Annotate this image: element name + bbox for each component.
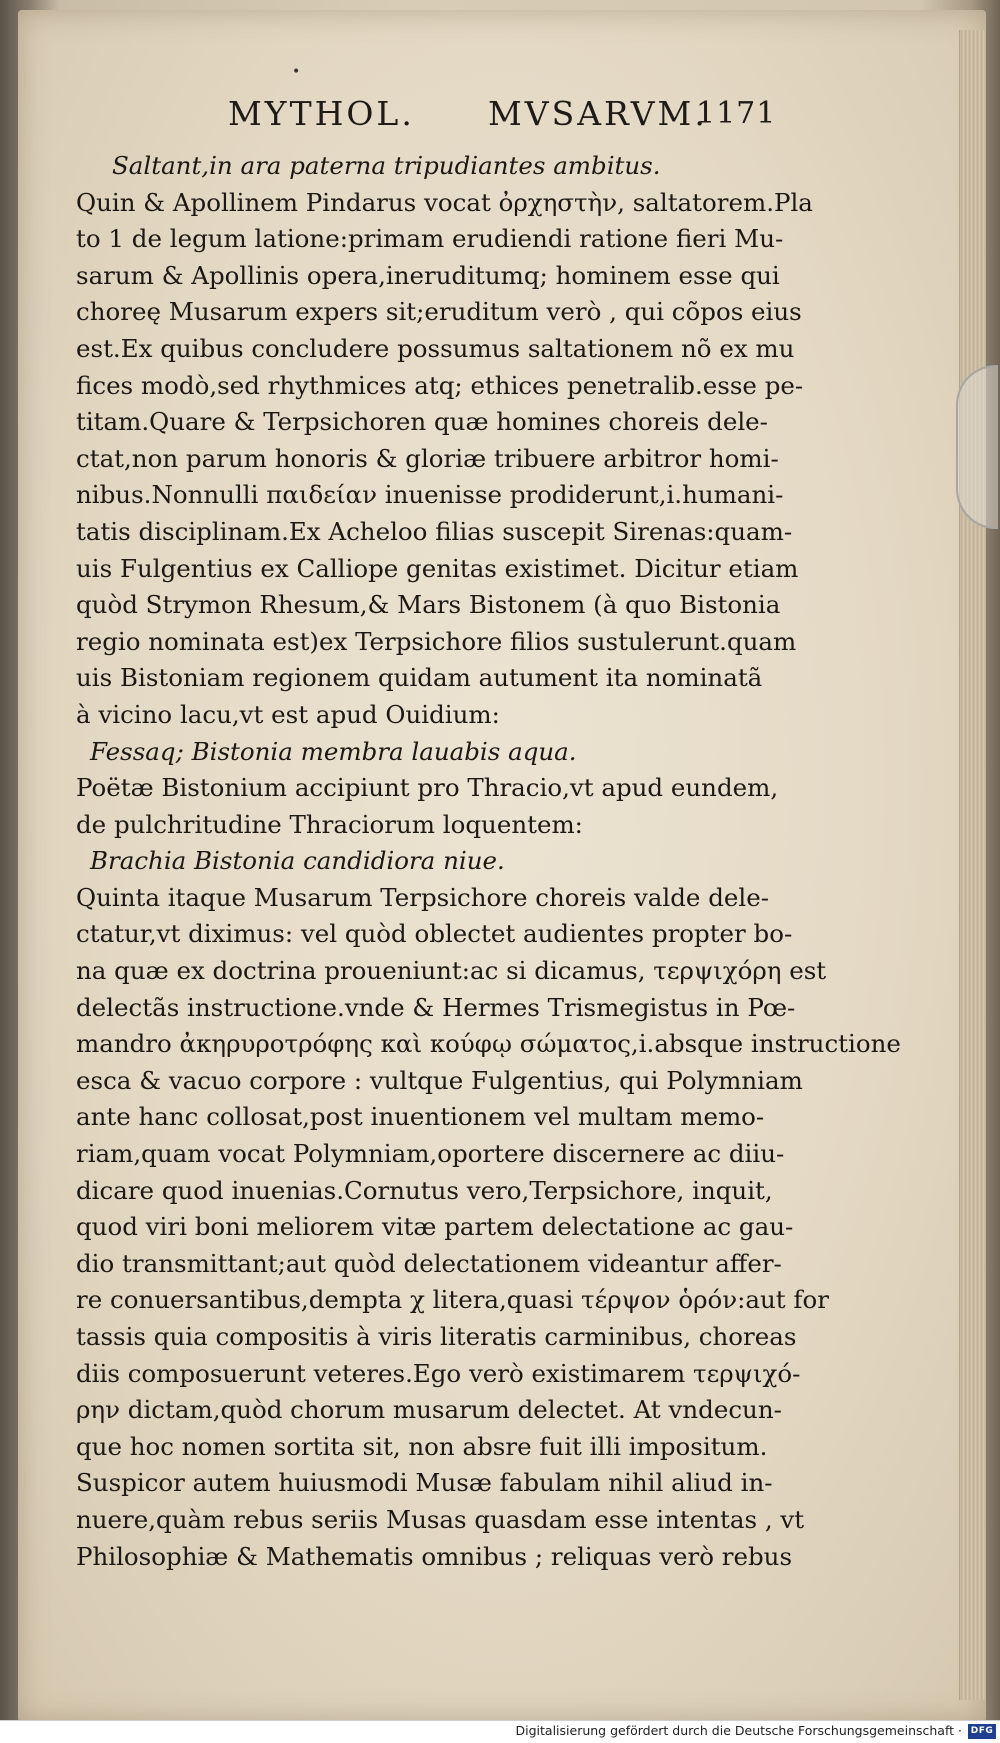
text-line: de pulchritudine Thraciorum loquentem: — [76, 809, 583, 839]
body-text — [76, 148, 901, 1575]
digitization-footer — [0, 1720, 1000, 1743]
dfg-logo-icon: DFG — [968, 1724, 996, 1739]
text-line: uis Fulgentius ex Calliope genitas existimet. Dicitur etiam — [76, 553, 799, 583]
text-line: re conuersantibus,dempta χ litera,quasi τέρψον ὁρόν:aut for — [76, 1285, 829, 1315]
text-line: delectãs instructione.vnde & Hermes Trismegistus in Pœ- — [76, 992, 796, 1022]
verse-line: Brachia Bistonia candidiora niue. — [90, 846, 505, 876]
text-line: tatis disciplinam.Ex Acheloo filias suscepit Sirenas:quam- — [76, 516, 793, 546]
text-line: riam,quam vocat Polymniam,oportere discernere ac diiu- — [76, 1139, 785, 1169]
text-line: nuere,quàm rebus seriis Musas quasdam esse intentas , vt — [76, 1504, 805, 1534]
running-header-left: MYTHOL. — [228, 94, 415, 133]
text-line: to 1 de legum latione:primam erudiendi ratione fieri Mu- — [76, 224, 784, 254]
funding-credit: Digitalisierung gefördert durch die Deutsche Forschungsgemeinschaft · — [515, 1723, 962, 1738]
text-line: ctat,non parum honoris & gloriæ tribuere arbitror homi- — [76, 443, 779, 473]
text-line: à vicino lacu,vt est apud Ouidium: — [76, 699, 500, 729]
text-line: ρην dictam,quòd chorum musarum delectet. At vndecun- — [76, 1395, 782, 1425]
text-line: choreę Musarum expers sit;eruditum verò , qui cõpos eius — [76, 297, 802, 327]
text-line: Poëtæ Bistonium accipiunt pro Thracio,vt apud eundem, — [76, 773, 779, 803]
text-line: sarum & Apollinis opera,ineruditumq; hominem esse qui — [76, 260, 780, 290]
page-tab-mark — [956, 365, 998, 529]
running-header-right: MVSARVM. — [488, 94, 708, 133]
text-line: diis composuerunt veteres.Ego verò existimarem τερψιχό- — [76, 1358, 801, 1388]
verse-line: Saltant,in ara paterna tripudiantes ambitus. — [112, 151, 661, 180]
text-line: quòd Strymon Rhesum,& Mars Bistonem (à quo Bistonia — [76, 590, 781, 620]
text-line: nibus.Nonnulli παιδείαν inuenisse prodiderunt,i.humani- — [76, 480, 784, 510]
text-line: tassis quia compositis à viris literatis carminibus, choreas — [76, 1322, 797, 1351]
text-line: dio transmittant;aut quòd delectationem videantur affer- — [76, 1248, 782, 1278]
ink-mark: • — [292, 64, 301, 80]
text-line: Quin & Apollinem Pindarus vocat ὀρχηστὴν, saltatorem.Pla — [76, 187, 813, 217]
verse-line: Fessaq; Bistonia membra lauabis aqua. — [90, 736, 577, 766]
page-fore-edge — [959, 30, 986, 1700]
text-line: mandro ἀκηρυροτρόφης καὶ κούφῳ σώματος,i.absque instructione — [76, 1029, 901, 1059]
text-line: Suspicor autem huiusmodi Musæ fabulam nihil aliud in- — [76, 1468, 773, 1498]
text-line: Philosophiæ & Mathematis omnibus ; reliquas verò rebus — [76, 1541, 793, 1571]
text-line: que hoc nomen sortita sit, non absre fuit illi impositum. — [76, 1431, 768, 1461]
text-line: uis Bistoniam regionem quidam autument ita nominatã — [76, 663, 763, 693]
text-line: est.Ex quibus concludere possumus saltationem nõ ex mu — [76, 333, 795, 363]
text-line: titam.Quare & Terpsichoren quæ homines choreis dele- — [76, 407, 768, 437]
text-line: Quinta itaque Musarum Terpsichore choreis valde dele- — [76, 882, 770, 912]
text-line: fices modò,sed rhythmices atq; ethices penetralib.esse pe- — [76, 370, 804, 400]
text-line: ante hanc collosat,post inuentionem vel multam memo- — [76, 1102, 765, 1132]
text-line: esca & vacuo corpore : vultque Fulgentius, qui Polymniam — [76, 1065, 803, 1095]
folio-number: 1171 — [696, 96, 777, 131]
text-line: regio nominata est)ex Terpsichore filios sustulerunt.quam — [76, 626, 797, 656]
text-line: dicare quod inuenias.Cornutus vero,Terpsichore, inquit, — [76, 1175, 773, 1205]
text-line: quod viri boni meliorem vitæ partem delectatione ac gau- — [76, 1212, 794, 1242]
text-line: ctatur,vt diximus: vel quòd oblectet audientes propter bo- — [76, 919, 793, 949]
text-line: na quæ ex doctrina proueniunt:ac si dicamus, τερψιχόρη est — [76, 956, 827, 986]
